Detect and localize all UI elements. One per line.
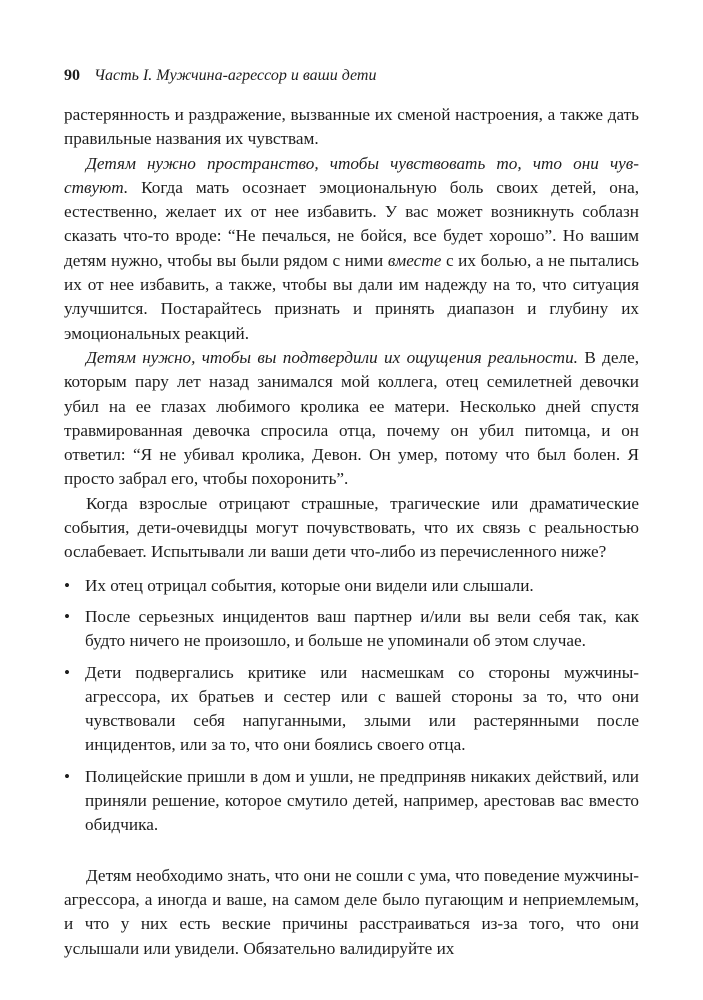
bullet-marker: • [64, 575, 71, 595]
bullet-list [64, 574, 639, 838]
paragraph-lead-italic: Детям нужно, чтобы вы подтвердили их ощущения реальности. [86, 347, 578, 367]
list-item [64, 765, 639, 838]
paragraph-validation: Детям необходимо знать, что они не сошли с ума, что поведение мужчины-агрессора, а иногда и ваше, на самом деле было пугающим и неприемлемым, и что у них есть веские причины расстраиваться из-за того, что они услышали или увидели. Обязательно валидируйте их [64, 865, 639, 958]
list-item-text: После серьезных инцидентов ваш партнер и/или вы вели себя так, как будто ничего не произошло, и больше не упоминали об этом случае. [85, 606, 639, 651]
paragraph-continuation: растерянность и раздражение, вызванные их сменой настроения, а также дать правильные названия их чувствам. [64, 105, 639, 149]
bullet-marker: • [64, 662, 71, 682]
paragraph-reality-confirmation [64, 346, 639, 492]
running-title: Часть I. Мужчина-агрессор и ваши дети [94, 67, 377, 84]
list-item [64, 605, 639, 654]
page-number: 90 [64, 67, 80, 84]
list-item-text: Их отец отрицал события, которые они видели или слышали. [85, 575, 534, 595]
emphasis-word: вместе [387, 250, 442, 270]
paragraph-denial: Когда взрослые отрицают страшные, трагические или драматические события, дети-очевидцы могут почувствовать, что их связь с реальностью ослабевает. Испытывали ли ваши дети что-либо из перечисленного ниже? [64, 493, 639, 562]
bullet-marker: • [64, 606, 71, 626]
running-header [64, 65, 376, 87]
list-item [64, 661, 639, 758]
paragraph-text: В деле, которым пару лет назад занимался мой коллега, отец семилетней девочки убил на ее глазах любимого кролика ее матери. Несколько дней спустя травмированная девочка спросила отца, почему он убил питомца, и он ответил: “Я не убивал кролика, Девон. Он умер, потому что был болен. Я просто забрал его, чтобы похоронить”. [64, 347, 640, 489]
list-item [64, 574, 639, 598]
bullet-marker: • [64, 766, 71, 786]
paragraph-text: с их болью, а не пытались их от нее избавить, а также, чтобы вы дали им надежду на то, что ситуация улучшится. Постарайтесь признать и принять диапазон и глубину их эмоциональных реакций. [64, 250, 639, 343]
paragraph-space-to-feel [64, 152, 639, 346]
paragraph-text: Когда мать осознает эмоциональную боль своих детей, она, естественно, желает их от нее избавить. У вас может возникнуть соблазн сказать что-то вроде: “Не печалься, не бойся, все будет хорошо”. Но вашим детям нужно, чтобы вы были рядом с ними [64, 177, 639, 270]
paragraph-lead-italic: Детям нужно пространство, чтобы чувствовать то, что они чувствуют. [64, 153, 639, 197]
list-item-text: Полицейские пришли в дом и ушли, не предприняв никаких действий, или приняли решение, которое смутило детей, например, арестовав вас вместо обидчика. [85, 766, 639, 835]
page-body [64, 103, 639, 961]
list-item-text: Дети подвергались критике или насмешкам со стороны мужчины-агрессора, их братьев и сестер или с вашей стороны за то, что они чувствовали себя напуганными, злыми или растерянными после инцидентов, или за то, что они боялись своего отца. [85, 662, 639, 755]
